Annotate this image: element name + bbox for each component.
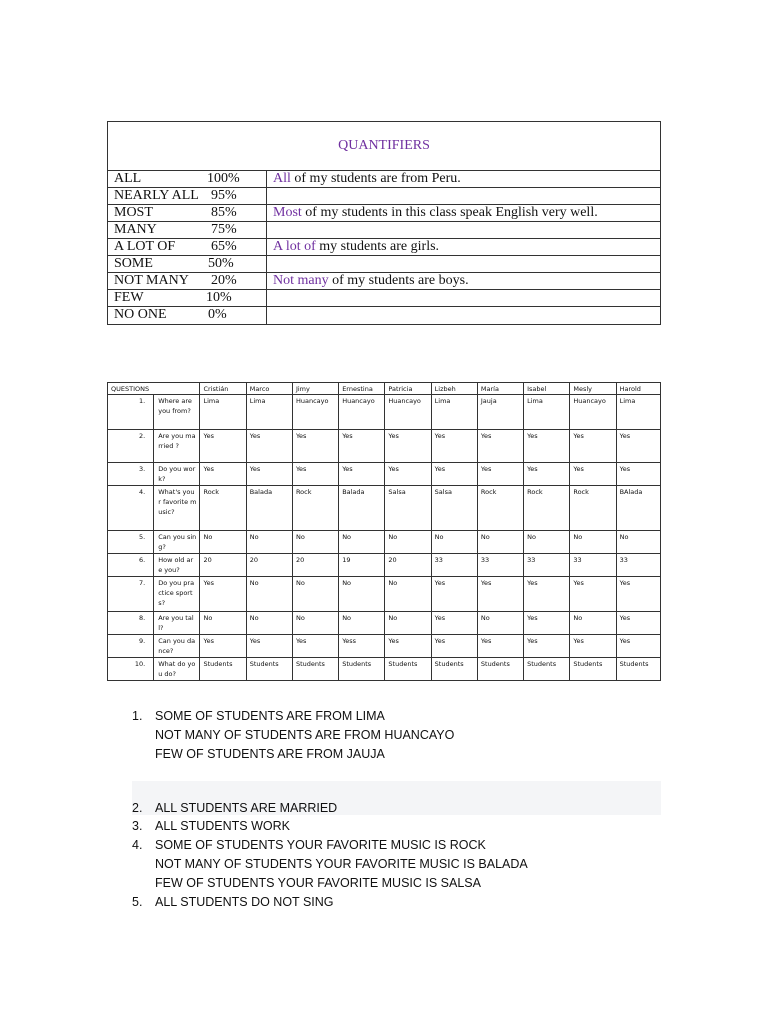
conclusion-number: 5.: [132, 895, 143, 909]
student-name-header: Cristián: [200, 383, 246, 395]
answer-cell: No: [339, 531, 385, 554]
conclusion-text: SOME OF STUDENTS YOUR FAVORITE MUSIC IS ROCK: [155, 838, 486, 852]
answer-cell: 20: [200, 554, 246, 577]
questions-header: QUESTIONS: [108, 383, 200, 395]
quantifiers-title: QUANTIFIERS: [338, 138, 430, 153]
answer-cell: No: [477, 612, 523, 635]
example-sentence: of my students in this class speak English very well.: [301, 205, 598, 220]
quantifier-term: MOST: [114, 205, 153, 220]
quantifier-row: [108, 239, 660, 256]
question-text: Are you married ?: [154, 430, 200, 463]
conclusion-number: 4.: [132, 838, 143, 852]
answer-cell: 20: [385, 554, 431, 577]
answer-cell: Yes: [200, 635, 246, 658]
conclusion-text: ALL STUDENTS WORK: [155, 819, 290, 833]
answer-cell: Yes: [385, 463, 431, 486]
quantifier-percent: 65%: [211, 239, 237, 254]
quantifier-percent: 50%: [208, 256, 234, 271]
answer-cell: Students: [616, 658, 660, 681]
student-name-header: María: [477, 383, 523, 395]
student-name-header: Ernestina: [339, 383, 385, 395]
quantifier-percent: 75%: [211, 222, 237, 237]
answer-cell: Students: [200, 658, 246, 681]
question-text: Where are you from?: [154, 395, 200, 430]
answer-cell: No: [339, 577, 385, 612]
answer-cell: 20: [292, 554, 338, 577]
survey-row: [108, 577, 661, 612]
answer-cell: No: [524, 531, 570, 554]
quantifier-term: SOME: [114, 256, 153, 271]
answer-cell: Yes: [570, 635, 616, 658]
answer-cell: Yes: [431, 577, 477, 612]
answer-cell: Yes: [200, 577, 246, 612]
answer-cell: Huancayo: [570, 395, 616, 430]
answer-cell: Yes: [616, 612, 660, 635]
survey-row: [108, 658, 661, 681]
student-name-header: Mesly: [570, 383, 616, 395]
survey-row: [108, 554, 661, 577]
quantifier-row: [108, 290, 660, 307]
quantifier-percent: 95%: [211, 188, 237, 203]
quantifiers-rows: [108, 171, 660, 324]
quantifier-row: [108, 256, 660, 273]
answer-cell: Yes: [292, 430, 338, 463]
survey-row: [108, 395, 661, 430]
answer-cell: Students: [339, 658, 385, 681]
answer-cell: Yes: [616, 463, 660, 486]
answer-cell: Students: [431, 658, 477, 681]
student-name-header: Jimy: [292, 383, 338, 395]
quantifier-percent: 100%: [207, 171, 240, 186]
survey-table: [107, 382, 661, 681]
conclusion-text: FEW OF STUDENTS YOUR FAVORITE MUSIC IS SALSA: [155, 876, 481, 890]
example-highlight: Most: [273, 205, 302, 220]
quantifier-row: [108, 273, 660, 290]
answer-cell: Jauja: [477, 395, 523, 430]
quantifier-row: [108, 205, 660, 222]
answer-cell: Yes: [246, 635, 292, 658]
answer-cell: Yes: [339, 430, 385, 463]
student-name-header: Isabel: [524, 383, 570, 395]
quantifier-term: NEARLY ALL: [114, 188, 199, 203]
answer-cell: 19: [339, 554, 385, 577]
answer-cell: Yes: [246, 463, 292, 486]
survey-header-row: [108, 383, 661, 395]
question-text: What's your favorite music?: [154, 486, 200, 531]
answer-cell: 33: [524, 554, 570, 577]
answer-cell: Yes: [477, 577, 523, 612]
answer-cell: Lima: [431, 395, 477, 430]
answer-cell: Yes: [524, 635, 570, 658]
answer-cell: No: [246, 612, 292, 635]
question-number: 7.: [108, 577, 154, 612]
answer-cell: Yes: [616, 430, 660, 463]
question-number: 1.: [108, 395, 154, 430]
answer-cell: Students: [570, 658, 616, 681]
question-number: 5.: [108, 531, 154, 554]
quantifier-row: [108, 188, 660, 205]
answer-cell: Salsa: [385, 486, 431, 531]
answer-cell: No: [385, 531, 431, 554]
question-number: 10.: [108, 658, 154, 681]
answer-cell: No: [292, 577, 338, 612]
answer-cell: BAlada: [616, 486, 660, 531]
survey-row: [108, 531, 661, 554]
answer-cell: Students: [477, 658, 523, 681]
answer-cell: No: [200, 612, 246, 635]
answer-cell: Rock: [524, 486, 570, 531]
answer-cell: Yes: [339, 463, 385, 486]
answer-cell: 33: [431, 554, 477, 577]
question-text: Do you work?: [154, 463, 200, 486]
answer-cell: No: [385, 577, 431, 612]
answer-cell: Yes: [431, 463, 477, 486]
student-name-header: Marco: [246, 383, 292, 395]
quantifier-term: MANY: [114, 222, 157, 237]
answer-cell: No: [292, 531, 338, 554]
quantifier-row: [108, 171, 660, 188]
answer-cell: Yes: [524, 430, 570, 463]
student-name-header: Patricia: [385, 383, 431, 395]
answer-cell: Salsa: [431, 486, 477, 531]
question-number: 8.: [108, 612, 154, 635]
quantifiers-title-row: [108, 122, 660, 171]
answer-cell: No: [477, 531, 523, 554]
answer-cell: Yes: [200, 463, 246, 486]
answer-cell: No: [246, 531, 292, 554]
question-number: 6.: [108, 554, 154, 577]
conclusion-text: ALL STUDENTS ARE MARRIED: [155, 801, 338, 815]
conclusion-text: NOT MANY OF STUDENTS ARE FROM HUANCAYO: [155, 728, 455, 742]
answer-cell: Yes: [477, 635, 523, 658]
answer-cell: 33: [616, 554, 660, 577]
answer-cell: Yes: [616, 577, 660, 612]
answer-cell: Yes: [431, 430, 477, 463]
conclusion-text: FEW OF STUDENTS ARE FROM JAUJA: [155, 747, 385, 761]
answer-cell: No: [570, 612, 616, 635]
survey-row: [108, 635, 661, 658]
answer-cell: Students: [246, 658, 292, 681]
answer-cell: No: [339, 612, 385, 635]
answer-cell: Lima: [200, 395, 246, 430]
answer-cell: Yes: [431, 635, 477, 658]
survey-row: [108, 612, 661, 635]
answer-cell: Yes: [524, 463, 570, 486]
quantifier-percent: 20%: [211, 273, 237, 288]
answer-cell: Yes: [570, 463, 616, 486]
question-number: 2.: [108, 430, 154, 463]
student-name-header: Lizbeh: [431, 383, 477, 395]
answer-cell: No: [431, 531, 477, 554]
quantifier-term: FEW: [114, 290, 144, 305]
answer-cell: Yes: [477, 430, 523, 463]
quantifier-term: NO ONE: [114, 307, 167, 322]
quantifier-percent: 0%: [208, 307, 227, 322]
answer-cell: Rock: [200, 486, 246, 531]
question-text: Can you sing?: [154, 531, 200, 554]
answer-cell: Yes: [200, 430, 246, 463]
example-highlight: A lot of: [273, 239, 316, 254]
example-highlight: Not many: [273, 273, 329, 288]
survey-row: [108, 430, 661, 463]
answer-cell: No: [292, 612, 338, 635]
answer-cell: No: [570, 531, 616, 554]
answer-cell: 33: [570, 554, 616, 577]
question-text: What do you do?: [154, 658, 200, 681]
answer-cell: 20: [246, 554, 292, 577]
quantifier-row: [108, 222, 660, 239]
answer-cell: Lima: [524, 395, 570, 430]
answer-cell: Balada: [246, 486, 292, 531]
answer-cell: Yes: [292, 463, 338, 486]
answer-cell: Yes: [246, 430, 292, 463]
answer-cell: Yess: [339, 635, 385, 658]
survey-body: [108, 395, 661, 681]
answer-cell: Huancayo: [292, 395, 338, 430]
answer-cell: Students: [292, 658, 338, 681]
example-sentence: of my students are boys.: [328, 273, 469, 288]
answer-cell: Lima: [616, 395, 660, 430]
question-number: 9.: [108, 635, 154, 658]
answer-cell: Huancayo: [385, 395, 431, 430]
quantifier-term: NOT MANY: [114, 273, 189, 288]
answer-cell: Yes: [570, 430, 616, 463]
example-sentence: of my students are from Peru.: [290, 171, 461, 186]
conclusion-text: NOT MANY OF STUDENTS YOUR FAVORITE MUSIC IS BALADA: [155, 857, 528, 871]
conclusion-text: SOME OF STUDENTS ARE FROM LIMA: [155, 709, 385, 723]
student-name-header: Harold: [616, 383, 660, 395]
answer-cell: Yes: [616, 635, 660, 658]
question-text: How old are you?: [154, 554, 200, 577]
quantifier-term: ALL: [114, 171, 142, 186]
quantifier-percent: 10%: [206, 290, 232, 305]
answer-cell: No: [200, 531, 246, 554]
quantifier-row: [108, 307, 660, 324]
answer-cell: No: [385, 612, 431, 635]
question-text: Are you tall?: [154, 612, 200, 635]
answer-cell: Students: [524, 658, 570, 681]
answer-cell: Lima: [246, 395, 292, 430]
answer-cell: Rock: [570, 486, 616, 531]
example-sentence: my students are girls.: [315, 239, 440, 254]
answer-cell: Yes: [292, 635, 338, 658]
conclusion-text: ALL STUDENTS DO NOT SING: [155, 895, 334, 909]
answer-cell: Huancayo: [339, 395, 385, 430]
answer-cell: Yes: [431, 612, 477, 635]
answer-cell: Rock: [477, 486, 523, 531]
answer-cell: Rock: [292, 486, 338, 531]
quantifier-term: A LOT OF: [114, 239, 176, 254]
question-text: Do you practice sports?: [154, 577, 200, 612]
answer-cell: Students: [385, 658, 431, 681]
quantifiers-table: [107, 121, 661, 325]
answer-cell: Yes: [385, 635, 431, 658]
example-highlight: All: [273, 171, 291, 186]
answer-cell: Balada: [339, 486, 385, 531]
survey-row: [108, 486, 661, 531]
answer-cell: Yes: [524, 612, 570, 635]
quantifier-percent: 85%: [211, 205, 237, 220]
survey-row: [108, 463, 661, 486]
answer-cell: No: [246, 577, 292, 612]
answer-cell: 33: [477, 554, 523, 577]
question-number: 4.: [108, 486, 154, 531]
answer-cell: Yes: [570, 577, 616, 612]
question-text: Can you dance?: [154, 635, 200, 658]
question-number: 3.: [108, 463, 154, 486]
conclusion-number: 2.: [132, 801, 143, 815]
conclusion-number: 1.: [132, 709, 143, 723]
answer-cell: No: [616, 531, 660, 554]
answer-cell: Yes: [477, 463, 523, 486]
conclusion-number: 3.: [132, 819, 143, 833]
answer-cell: Yes: [524, 577, 570, 612]
answer-cell: Yes: [385, 430, 431, 463]
